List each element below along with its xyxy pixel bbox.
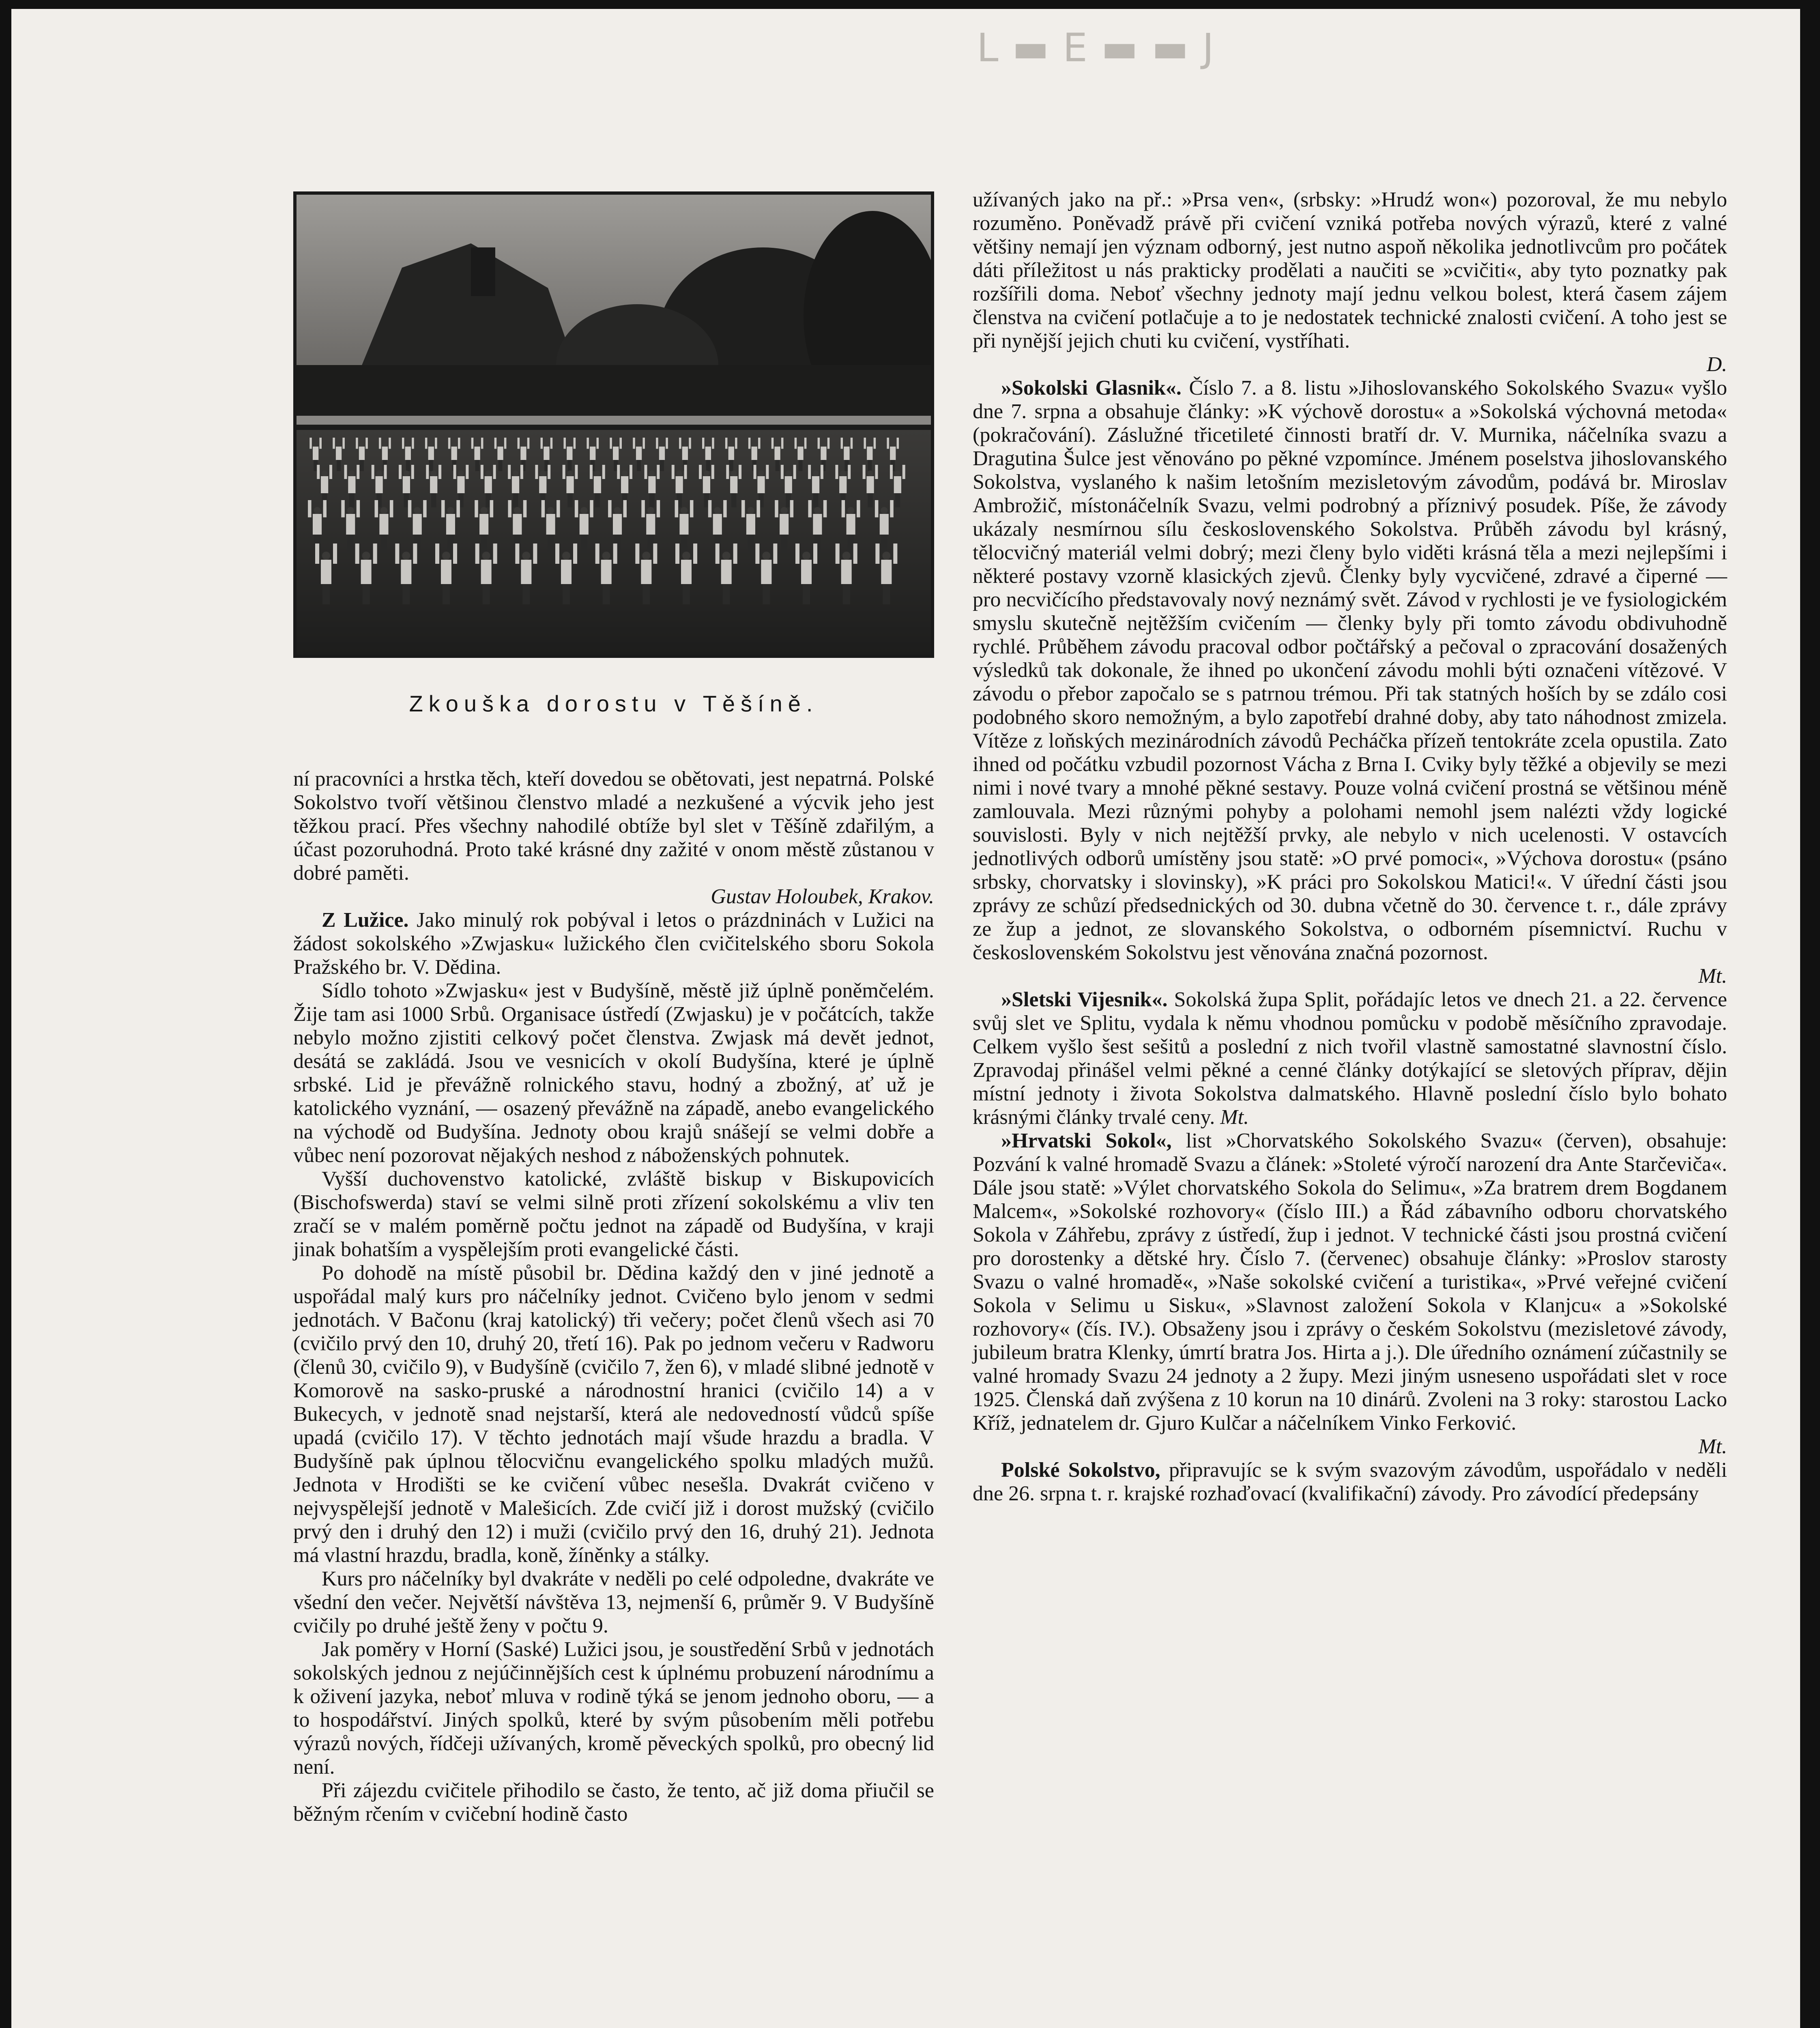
paragraph-text: Číslo 7. a 8. listu »Jihoslovanského Sokolského Svazu« vyšlo dne 7. srpna a obsahuje články: »K výchově dorostu« a »Sokolská výchovná metoda« (pokračování). Záslužné třicetileté činnosti bratří dr. V. Murnika, náčelníka svazu a Dragutina Šulce jest věnováno po pěkné vzpomínce. Jménem poselstva jihoslovanského Sokolstva, vyslaného k našim letošním mezisletovým závodům, podává br. Miroslav Ambrožič, místonáčelník Svazu, velmi podrobný a příznivý posudek. Píše, že závody ukázaly nesmírnou sílu československého Sokolstva. Průběh závodu byl krásný, tělocvičný materiál velmi dobrý; mezi členy bylo viděti krásná těla a mezi nejlepšími i některé postavy vzorně klasických zjevů. Členky byly vycvičené, zdravé a čiperné — pro necvičícího představovaly nový neznámý svět. Závod v rychlosti je ve fysiologickém smyslu skutečně nejtěžším cvičením — členky byly při tomto závodu obdivuhodně rychlé. Průběhem závodu pracoval odbor počtářský a pečoval o zpracování dosažených výsledků tak dokonale, že ihned po ukončení závodu mohli býti označeni vítězové. V závodu o přebor započalo se s patrnou trémou. Při tak statných hoších by se zdálo cosi podobného skoro nemožným, a bylo zapotřebí drahné doby, aby tato náhodnost zmizela. Vítěze z loňských mezinárodních závodů Pecháčka přízeň tentokráte zcela opustila. Zato ihned od počátku vzbudil pozornost Vácha z Brna I. Cviky byly těžké a objevily se mezi nimi i nové tvary a mnohé pěkné sestavy. Pouze volná cvičení prostná se většinou méně zamlouvala. Mezi různými pohyby a polohami nemohl jsem nalézti vždy logické souvislosti. Byly v nich nejtěžší prvky, ale nebylo v nich ucelenosti. V ostavcích jednotlivých odborů umístěny jsou statě: »O prvé pomoci«, »Výchova dorostu« (psáno srbsky, chorvatsky i slovinsky), »K práci pro Sokolskou Matici!«. V úřední části jsou zprávy ze schůzí předsednických od 30. dubna včetně do 30. července t. r., dále zprávy ze žup a jednot, ze slovanského Sokolstva, o odborném písemnictví. Ruchu v československém Sokolstvu jest věnována značná pozornost. <box>973 376 1727 964</box>
paragraph <box>973 1459 1727 1506</box>
photo-caption: Zkouška dorostu v Těšíně. <box>409 691 819 716</box>
paragraph <box>973 376 1727 965</box>
paragraph: užívaných jako na př.: »Prsa ven«, (srbsky: »Hrudź won«) pozoroval, že mu nebylo rozuměno. Poněvadž právě při cvičení vzniká potřeba nových výrazů, které z valné většiny nemají jen význam odborný, jest nutno aspoň několika jednotlivcům pro počátek dáti příležitost u nás prakticky prodělati a naučiti se »cvičiti«, aby tyto poznatky pak rozšířili doma. Neboť všechny jednoty mají jednu velkou bolest, která časem zájem členstva na cvičení potlačuje a to je nedostatek technické znalosti cvičení. A toho jest se při nynější jejich chuti ku cvičení, vystříhati. <box>973 188 1727 352</box>
right-column <box>973 188 1727 1506</box>
section-lead: »Hrvatski Sokol«, <box>1001 1129 1172 1152</box>
paragraph-text: připravujíc se k svým svazovým závodům, uspořádalo v neděli dne 26. srpna t. r. krajské rozhaďovací (kvalifikační) závody. Pro závodící předepsány <box>973 1459 1727 1505</box>
signature: Mt. <box>1698 1435 1727 1458</box>
paragraph: ní pracovníci a hrstka těch, kteří dovedou se obětovati, jest nepatrná. Polské Sokolstvo tvoří většinou členstvo mladé a nezkušené a výcvik jeho jest těžkou prací. Přes všechny nahodilé obtíže byl slet v Těšíně zdařilým, a účast pozoruhodná. Proto také krásné dny zažité v onom městě zůstanou v dobré paměti. <box>293 767 934 885</box>
photo-gymnasts <box>293 191 934 658</box>
paragraph <box>293 909 934 979</box>
paragraph: Vyšší duchovenstvo katolické, zvláště biskup v Biskupovicích (Bischofswerda) staví se velmi silně proti zřízení sokolskému a vliv ten zračí se v malém poměrně počtu jednot na západě od Budyšína, v kraji jinak bohatším a vyspělejším proti evangelické části. <box>293 1167 934 1261</box>
signature: Gustav Holoubek, Krakov. <box>711 885 934 908</box>
paragraph <box>973 988 1727 1129</box>
left-column <box>293 767 934 1826</box>
paragraph: Kurs pro náčelníky byl dvakráte v neděli po celé odpoledne, dvakráte ve všední den večer. Největší návštěva 13, nejmenší 6, průměr 9. V Budyšíně cvičily po druhé ještě ženy v počtu 9. <box>293 1567 934 1637</box>
section-lead: »Sletski Vijesnik«. <box>1001 988 1168 1011</box>
journal-page <box>11 9 1800 2028</box>
section-lead: Polské Sokolstvo, <box>1001 1459 1160 1482</box>
signature: Mt. <box>1220 1106 1249 1129</box>
section-lead: Z Lužice. <box>322 909 409 932</box>
paragraph: Při zájezdu cvičitele přihodilo se často, že tento, ač již doma přiučil se běžným rčením v cvičební hodině často <box>293 1779 934 1826</box>
paragraph-text: list »Chorvatského Sokolského Svazu« (červen), obsahuje: Pozvání k valné hromadě Svazu a článek: »Stoleté výročí narození dra Ante Starčeviča«. Dále jsou statě: »Výlet chorvatského Sokola do Selimu«, »Za bratrem drem Bogdanem Malcem«, »Sokolské rozhovory« (číslo III.) a Řád zábavního odboru chorvatského Sokola v Záhřebu, zprávy z ústředí, žup i jednot. V technické části jsou prostná cvičení pro dorostenky a dětské hry. Číslo 7. (červenec) obsahuje články: »Proslov starosty Svazu o valné hromadě«, »Naše sokolské cvičení a turistika«, »Prvé veřejné cvičení Sokola v Selimu u Sisku«, »Slavnost založení Sokola v Klanjcu« a »Sokolské rozhovory« (čís. IV.). Obsaženy jsou i zprávy o českém Sokolstvu (mezisletové závody, jubileum bratra Klenky, úmrtí bratra Jos. Hirta a j.). Dle úředního oznámení zúčastnily se valné hromady Svazu 24 jednoty a 2 župy. Mezi jiným usneseno uspořádati slet v roce 1925. Členská daň zvýšena z 10 korun na 10 dinárů. Zvoleni na 3 roky: starostou Lacko Kříž, jednatelem dr. Gjuro Kulčar a náčelníkem Vinko Ferković. <box>973 1129 1728 1435</box>
paragraph-text: Jako minulý rok pobýval i letos o prázdninách v Lužici na žádost sokolského »Zwjasku« lužického člen cvičitelského sboru Sokola Pražského br. V. Dědina. <box>293 909 934 979</box>
paragraph-text: Sokolská župa Split, pořádajíc letos ve dnech 21. a 22. července svůj slet ve Splitu, vydala k němu vhodnou pomůcku v podobě měsíčního zpravodaje. Celkem vyšlo šest sešitů a poslední z nich tvořil vlastně samostatné slavnostní číslo. Zpravodaj přinášel velmi pěkné a cenné články dotýkající se sletových příprav, dějin místní jednoty i života Sokolstva dalmatského. Hlavně poslední číslo bylo bohato krásnými články trvalé ceny. <box>973 988 1727 1129</box>
paragraph <box>973 1129 1727 1435</box>
paragraph: Po dohodě na místě působil br. Dědina každý den v jiné jednotě a uspořádal malý kurs pro náčelníky jednot. Cvičeno bylo jenom v sedmi jednotách. V Bačonu (kraj katolický) tři večery; počet členů všech asi 70 (cvičilo prvý den 10, druhý 20, třetí 16). Pak po jednom večeru v Radworu (členů 30, cvičilo 9), v Budyšíně (cvičilo 7, žen 6), v mladé slibné jednotě v Komorově na sasko-pruské a národnostní hranici (cvičilo 14) a v Bukecych, v jednotě snad nejstarší, která ale nedovedností vůdců spíše upadá (cvičilo 17). V těchto jednotách mají všude hrazdu a bradla. V Budyšíně pak úplnou tělocvičnu evangelického spolku mladých mužů. Jednota v Hrodišti se ke cvičení vůbec nesešla. Dvakrát cvičeno v nejvyspělejší jednotě v Malešicích. Zde cvičí již i dorost mužský (cvičilo prvý den i druhý den 12) i muži (cvičilo prvý den 16, druhý 21). Jednota má vlastní hrazdu, bradla, koně, žíněnky a stálky. <box>293 1261 934 1567</box>
paragraph: Jak poměry v Horní (Saské) Lužici jsou, je soustředění Srbů v jednotách sokolských jednou z nejúčinnějších cest k úplnému probuzení národnímu a k oživení jazyka, neboť mluva v rodině týká se jenom jednoho oboru, — a to hospodářství. Jiných spolků, které by svým působením měli potřebu výrazů nových, řídčeji užívaných, kromě pěveckých spolků, pro obecný lid není. <box>293 1638 934 1779</box>
signature: D. <box>1706 353 1727 376</box>
paragraph: Sídlo tohoto »Zwjasku« jest v Budyšíně, městě již úplně poněmčelém. Žije tam asi 1000 Srbů. Organisace ústředí (Zwjasku) je v počátcích, takže nebylo možno zjistiti celkový počet členstva. Zwjask má devět jednot, desátá se zakládá. Jsou ve vesnicích v okolí Budyšína, které je úplně srbské. Lid je převážně rolnického stavu, hodný a zbožný, ať už je katolického vyznání, — osazený převážně na západě, anebo evangelického na východě od Budyšína. Jednoty obou krajů snášejí se velmi dobře a vůbec není pozorovat nějakých neshod z náboženských pohnutek. <box>293 979 934 1167</box>
section-lead: »Sokolski Glasnik«. <box>1001 376 1182 400</box>
signature: Mt. <box>1698 965 1727 988</box>
header-ornament: L▬E▬▬J <box>977 25 1228 71</box>
photo-image <box>297 195 931 655</box>
